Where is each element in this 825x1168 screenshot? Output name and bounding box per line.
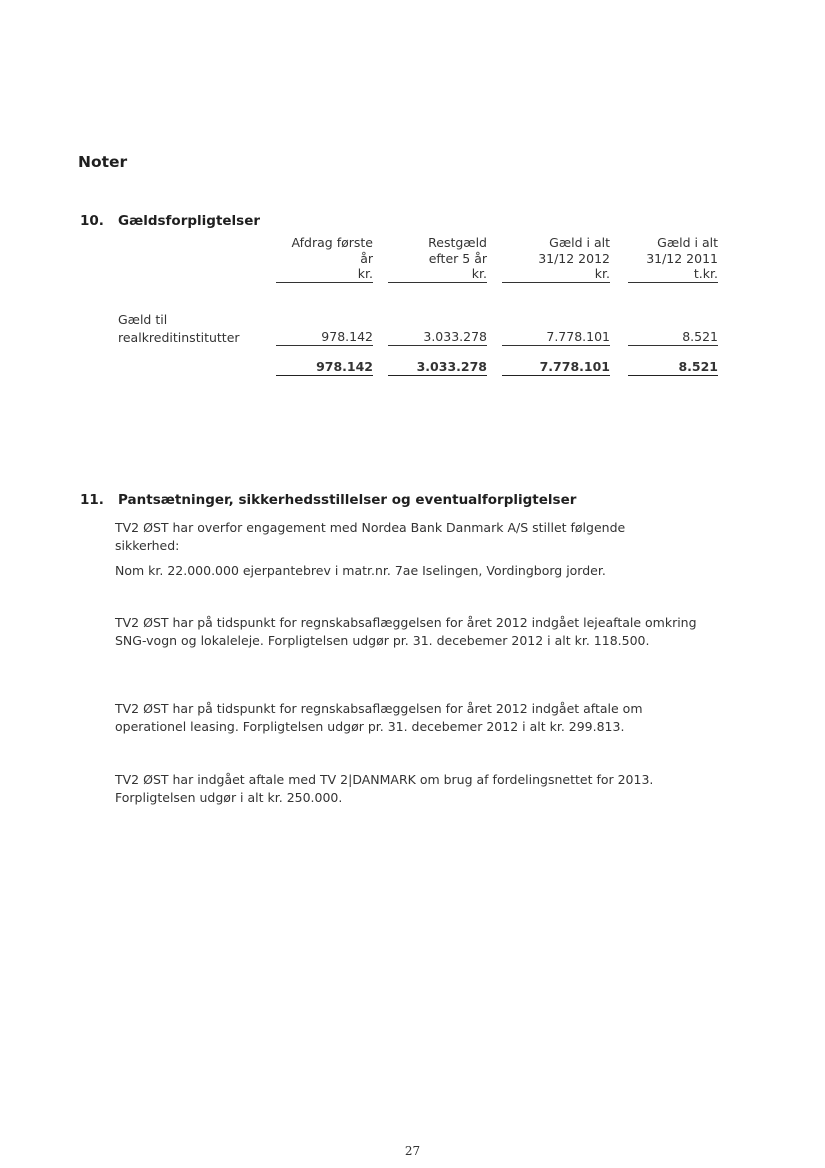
page-title: Noter — [78, 153, 128, 171]
note-11-paragraph-3: TV2 ØST har på tidspunkt for regnskabsaflæggelsen for året 2012 indgået lejeaftale omkring SNG-vogn og lokaleleje. Forpligtelsen udgør pr. 31. decebemer 2012 i alt kr. 118.500. — [115, 615, 697, 648]
note-11-paragraph-5: TV2 ØST har indgået aftale med TV 2|DANMARK om brug af fordelingsnettet for 2013. Forpligtelsen udgør i alt kr. 250.000. — [115, 772, 654, 805]
column-header-restgaeld — [388, 235, 487, 283]
column-header-unit: kr. — [388, 266, 487, 283]
column-header-line1: Gæld i alt — [549, 235, 610, 250]
column-header-afdrag — [276, 235, 373, 283]
note-11-number: 11. — [80, 492, 104, 508]
row-value-gaeld-2012: 7.778.101 — [502, 329, 610, 346]
row-value-restgaeld: 3.033.278 — [388, 329, 487, 346]
row-value-afdrag: 978.142 — [276, 329, 373, 346]
column-header-unit: kr. — [276, 266, 373, 283]
total-value-afdrag: 978.142 — [276, 359, 373, 376]
note-11-paragraph-2: Nom kr. 22.000.000 ejerpantebrev i matr.nr. 7ae Iselingen, Vordingborg jorder. — [115, 563, 606, 578]
note-10-title: Gældsforpligtelser — [118, 213, 261, 229]
column-header-gaeld-2011 — [628, 235, 718, 283]
total-value-restgaeld: 3.033.278 — [388, 359, 487, 376]
column-header-line2: 31/12 2012 — [538, 250, 610, 266]
column-header-line1: Afdrag første — [291, 235, 373, 250]
column-header-unit: kr. — [502, 266, 610, 283]
row-value-gaeld-2011: 8.521 — [628, 329, 718, 346]
page-number: 27 — [404, 1144, 421, 1158]
note-11-paragraph-4: TV2 ØST har på tidspunkt for regnskabsaflæggelsen for året 2012 indgået aftale om operationel leasing. Forpligtelsen udgør pr. 31. decebemer 2012 i alt kr. 299.813. — [115, 701, 643, 734]
column-header-line1: Restgæld — [428, 235, 487, 250]
column-header-line2: år — [360, 250, 373, 266]
row-label-line1: Gæld til — [118, 312, 168, 327]
column-header-line2: efter 5 år — [428, 250, 487, 266]
row-label-line2: realkreditinstitutter — [118, 330, 240, 345]
column-header-gaeld-2012 — [502, 235, 610, 283]
column-header-unit: t.kr. — [628, 266, 718, 283]
total-value-gaeld-2012: 7.778.101 — [502, 359, 610, 376]
note-10-number: 10. — [80, 213, 104, 229]
column-header-line1: Gæld i alt — [657, 235, 718, 250]
total-value-gaeld-2011: 8.521 — [628, 359, 718, 376]
column-header-line2: 31/12 2011 — [646, 250, 718, 266]
row-label-realkredit — [118, 311, 240, 347]
note-11-title: Pantsætninger, sikkerhedsstillelser og eventualforpligtelser — [118, 492, 577, 508]
note-11-paragraph-1: TV2 ØST har overfor engagement med Nordea Bank Danmark A/S stillet følgende sikkerhed: — [115, 520, 626, 553]
